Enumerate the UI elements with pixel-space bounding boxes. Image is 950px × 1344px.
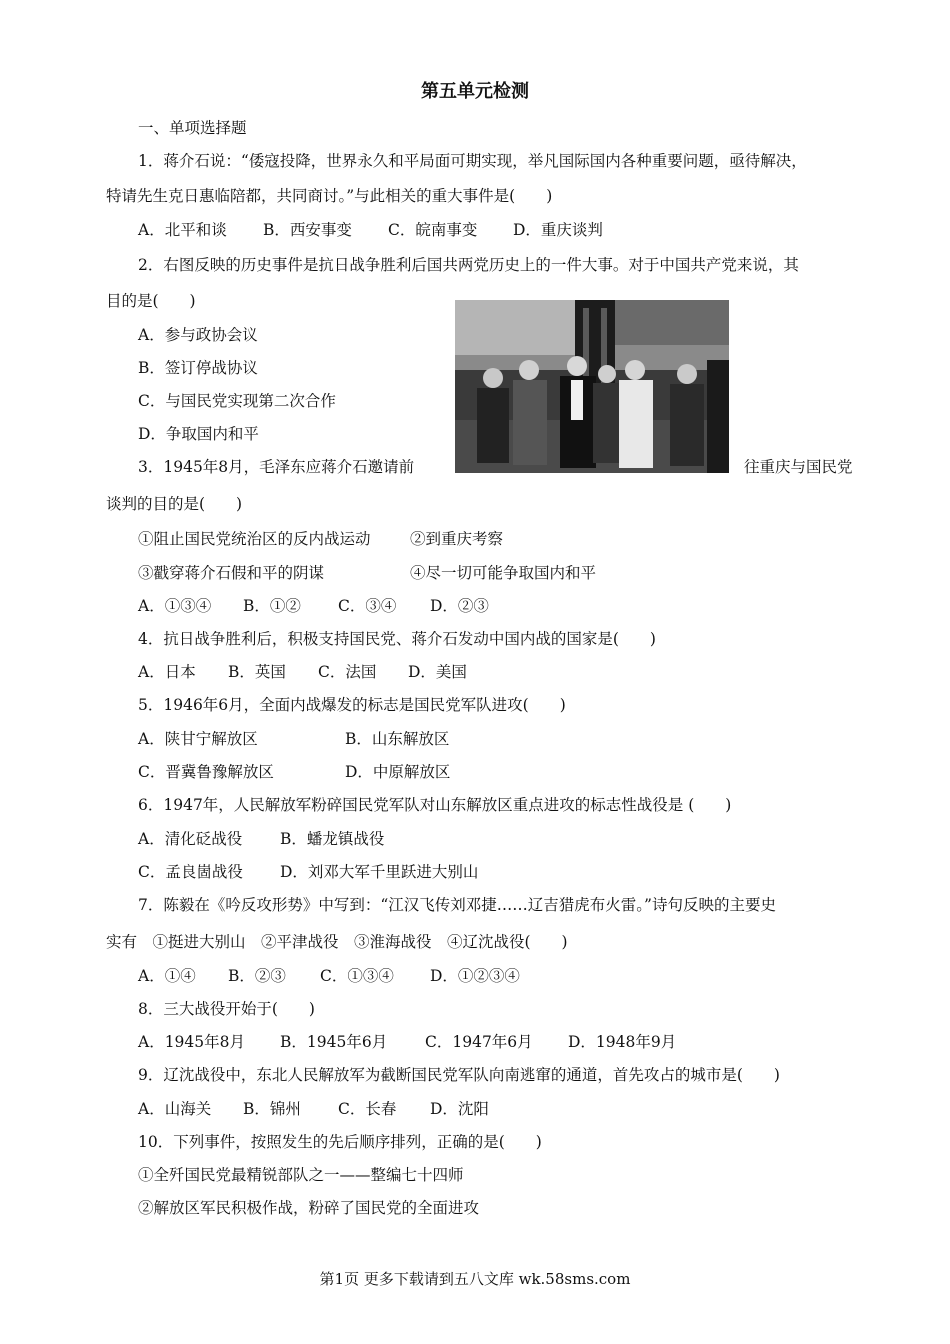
question-3-text-right: 往重庆与国民党: [744, 458, 853, 476]
q9-option-a: A．山海关: [138, 1100, 212, 1118]
q1-option-d: D．重庆谈判: [513, 221, 603, 239]
historical-photo: [455, 300, 729, 473]
q8-option-d: D．1948年9月: [568, 1033, 677, 1051]
q5-option-d: D．中原解放区: [345, 763, 451, 781]
question-2-text: 2．右图反映的历史事件是抗日战争胜利后国共两党历史上的一件大事。对于中国共产党来说，其: [138, 256, 799, 274]
q3-option-d: D．②③: [430, 597, 489, 615]
question-3-text: 3．1945年8月，毛泽东应蒋介石邀请前: [138, 458, 415, 476]
q2-option-b: B．签订停战协议: [138, 359, 258, 377]
question-6-text: 6．1947年，人民解放军粉碎国民党军队对山东解放区重点进攻的标志性战役是 ( ): [138, 796, 732, 814]
question-3-text-cont: 谈判的目的是( ): [106, 495, 243, 513]
q4-option-d: D．美国: [408, 663, 467, 681]
q3-option-b: B．①②: [243, 597, 301, 615]
q9-option-d: D．沈阳: [430, 1100, 489, 1118]
q3-item-2: ②到重庆考察: [410, 530, 504, 548]
q1-option-b: B．西安事变: [263, 221, 352, 239]
q8-option-a: A．1945年8月: [138, 1033, 246, 1051]
q6-option-c: C．孟良崮战役: [138, 863, 243, 881]
q4-option-b: B．英国: [228, 663, 286, 681]
q8-option-c: C．1947年6月: [425, 1033, 533, 1051]
question-4-text: 4．抗日战争胜利后，积极支持国民党、蒋介石发动中国内战的国家是( ): [138, 630, 656, 648]
q5-option-c: C．晋冀鲁豫解放区: [138, 763, 274, 781]
q2-option-c: C．与国民党实现第二次合作: [138, 392, 336, 410]
page-title: 第五单元检测: [421, 81, 529, 102]
question-1-text-cont: 特请先生克日惠临陪都，共同商讨。”与此相关的重大事件是( ): [106, 187, 553, 205]
q7-option-a: A．①④: [138, 967, 196, 985]
question-9-text: 9．辽沈战役中，东北人民解放军为截断国民党军队向南逃窜的通道，首先攻占的城市是( ): [138, 1066, 780, 1084]
page-footer: 第1页 更多下载请到五八文库 wk.58sms.com: [319, 1270, 631, 1288]
section-heading: 一、单项选择题: [138, 119, 247, 137]
question-2-text-cont: 目的是( ): [106, 292, 196, 310]
q2-option-d: D．争取国内和平: [138, 425, 259, 443]
q7-option-b: B．②③: [228, 967, 286, 985]
q4-option-c: C．法国: [318, 663, 377, 681]
question-7-text: 7．陈毅在《吟反攻形势》中写到：“江汉飞传刘邓捷……辽吉猎虎布火雷。”诗句反映的主要史: [138, 896, 776, 914]
q4-option-a: A．日本: [138, 663, 196, 681]
q5-option-a: A．陕甘宁解放区: [138, 730, 258, 748]
question-1-text: 1．蒋介石说：“倭寇投降，世界永久和平局面可期实现，举凡国际国内各种重要问题，亟待解决，: [138, 152, 807, 170]
q1-option-a: A．北平和谈: [138, 221, 227, 239]
q7-option-c: C．①③④: [320, 967, 394, 985]
q10-item-2: ②解放区军民积极作战，粉碎了国民党的全面进攻: [138, 1199, 480, 1217]
q10-item-1: ①全歼国民党最精锐部队之一——整编七十四师: [138, 1166, 464, 1184]
question-7-text-cont: 实有 ①挺进大别山 ②平津战役 ③淮海战役 ④辽沈战役( ): [106, 933, 568, 951]
q6-option-d: D．刘邓大军千里跃进大别山: [280, 863, 479, 881]
q5-option-b: B．山东解放区: [345, 730, 450, 748]
question-8-text: 8．三大战役开始于( ): [138, 1000, 315, 1018]
q8-option-b: B．1945年6月: [280, 1033, 388, 1051]
question-5-text: 5．1946年6月，全面内战爆发的标志是国民党军队进攻( ): [138, 696, 566, 714]
q6-option-a: A．清化砭战役: [138, 830, 243, 848]
q2-option-a: A．参与政协会议: [138, 326, 258, 344]
q3-item-3: ③戳穿蒋介石假和平的阴谋: [138, 564, 325, 582]
q3-option-a: A．①③④: [138, 597, 212, 615]
q6-option-b: B．蟠龙镇战役: [280, 830, 385, 848]
q9-option-c: C．长春: [338, 1100, 397, 1118]
q9-option-b: B．锦州: [243, 1100, 301, 1118]
q7-option-d: D．①②③④: [430, 967, 520, 985]
q3-option-c: C．③④: [338, 597, 397, 615]
q1-option-c: C．皖南事变: [388, 221, 478, 239]
q3-item-1: ①阻止国民党统治区的反内战运动: [138, 530, 371, 548]
question-10-text: 10．下列事件，按照发生的先后顺序排列，正确的是( ): [138, 1133, 542, 1151]
q3-item-4: ④尽一切可能争取国内和平: [410, 564, 597, 582]
